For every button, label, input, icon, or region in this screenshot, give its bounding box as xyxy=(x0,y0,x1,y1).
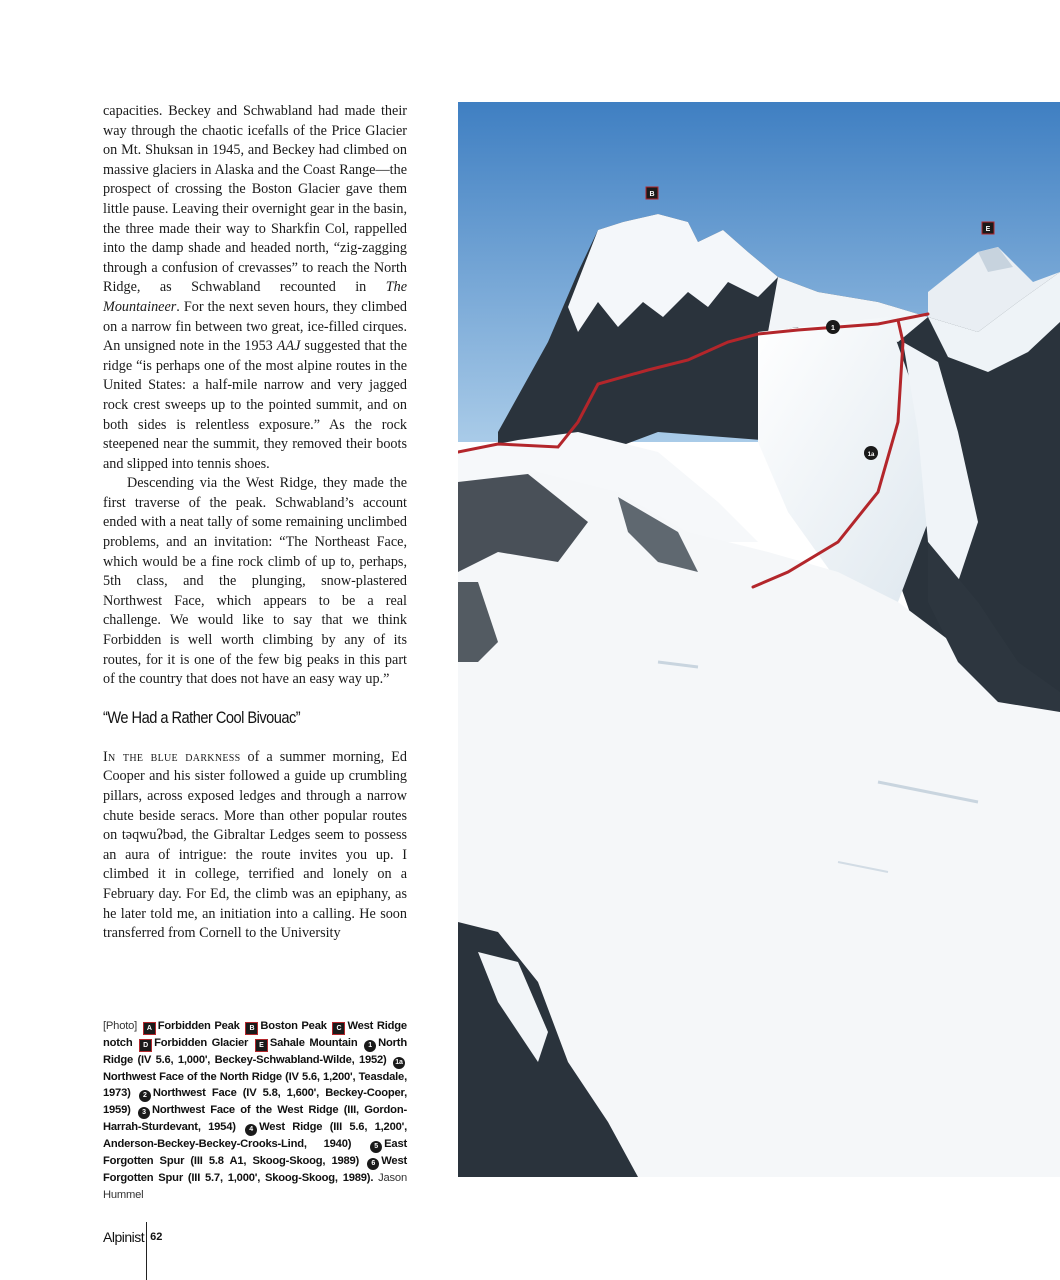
key-marker-d: D xyxy=(139,1039,152,1052)
paragraph-3: In the blue darkness of a summer morning, Ed Cooper and his sister followed a guide up crumbling pillars, across exposed ledges and through a narrow chute beside seracs. More than other popular routes on təqwuʔbəd, the Gibraltar Ledges seem to possess an aura of intrigue: the route invites you up. I climbed it in college, terrified and lonely on a February day. For Ed, the climb was an epiphany, as he later told me, an initiation into a calling. He soon transferred from Cornell to the University xyxy=(103,748,407,942)
page-footer xyxy=(103,1226,162,1248)
page-number: 62 xyxy=(150,1231,163,1243)
paragraph-2: Descending via the West Ridge, they made the first traverse of the peak. Schwabland’s account ended with a neat tally of some remaining unclimbed problems, and an invitation: “The Northeast Face, which would be a fine rock climb of up to, perhaps, 5th class, and the plunging, snow-plastered Northwest Face, which appears to be a real challenge. We would like to say that we think Forbidden is well worth climbing by any of its routes, for it is one of the few big peaks in this part of the country that does not have an easy way up.” xyxy=(103,475,407,688)
route-marker-5: 5 xyxy=(370,1141,382,1153)
magazine-brand: Alpinist xyxy=(103,1229,145,1245)
label-route-1a xyxy=(864,446,878,460)
label-route-1 xyxy=(826,320,840,334)
photo-caption: [Photo] A Forbidden Peak B Boston Peak C West Ridge notch D Forbidden Glacier E Sahale Mountain 1 North Ridge (IV 5.6, 1,000', Beckey-Schwabland-Wilde, 1952) 1aNorthwest Face of the North Ridge (IV 5.6, 1,200', Teasdale, 1973) 2 Northwest Face (IV 5.8, 1,600', Beckey-Cooper, 1959) 3 Northwest Face of the West Ridge (III, Gordon-Harrah-Sturdevant, 1954) 4 West Ridge (III 5.6, 1,200', Anderson-Beckey-Beckey-Crooks-Lind, 1940) 5 East Forgotten Spur (III 5.8 A1, Skoog-Skoog, 1989) 6 West Forgotten Spur (III 5.7, 1,000', Skoog-Skoog, 1989). Jason Hummel xyxy=(103,1020,407,1201)
label-e xyxy=(982,222,994,234)
photo-credit: Jason Hummel xyxy=(103,1172,407,1201)
mountain-illustration xyxy=(458,102,1060,1177)
mountain-photo xyxy=(458,102,1060,1177)
key-marker-a: A xyxy=(143,1022,156,1035)
route-marker-2: 2 xyxy=(139,1090,151,1102)
svg-text:1a: 1a xyxy=(867,452,875,458)
label-b xyxy=(646,187,658,199)
caption-prefix: [Photo] xyxy=(103,1020,138,1032)
journal-title: The Mountaineer xyxy=(103,279,407,315)
lead-in: In the blue darkness xyxy=(103,748,241,765)
key-marker-c: C xyxy=(332,1022,345,1035)
route-marker-1: 1 xyxy=(364,1040,376,1052)
route-marker-1a: 1a xyxy=(393,1057,405,1069)
route-marker-6: 6 xyxy=(367,1158,379,1170)
footer-rule xyxy=(146,1222,147,1280)
svg-text:B: B xyxy=(649,191,655,198)
section-heading: “We Had a Rather Cool Bivouac” xyxy=(103,707,301,727)
svg-text:1: 1 xyxy=(831,325,835,332)
paragraph-1: capacities. Beckey and Schwabland had made their way through the chaotic icefalls of the Price Glacier on Mt. Shuksan in 1945, and Beckey had climbed on massive glaciers in Alaska and the Coast Range—the prospect of crossing the Boston Glacier gave them little pause. Leaving their overnight gear in the basin, the three made their way to Sharkfin Col, rappelled into the damp shade and headed north, “zig-zagging through a confusion of crevasses” to reach the North Ridge, as Schwabland recounted in The Mountaineer. For the next seven hours, they climbed on a narrow fin between two great, ice-filled cirques. An unsigned note in the 1953 AAJ suggested that the ridge “is perhaps one of the most alpine routes in the United States: a half-mile narrow and very jagged rock crest sweeps up to the pointed summit, and on both sides is relentless exposure.” As the rock steepened near the summit, they removed their boots and slipped into tennis shoes. xyxy=(103,103,407,472)
route-marker-3: 3 xyxy=(138,1107,150,1119)
article-body xyxy=(103,102,407,944)
key-marker-e: E xyxy=(255,1039,268,1052)
aaj-title: AAJ xyxy=(276,338,301,355)
route-marker-4: 4 xyxy=(245,1124,257,1136)
key-marker-b: B xyxy=(245,1022,258,1035)
svg-text:E: E xyxy=(985,226,991,233)
